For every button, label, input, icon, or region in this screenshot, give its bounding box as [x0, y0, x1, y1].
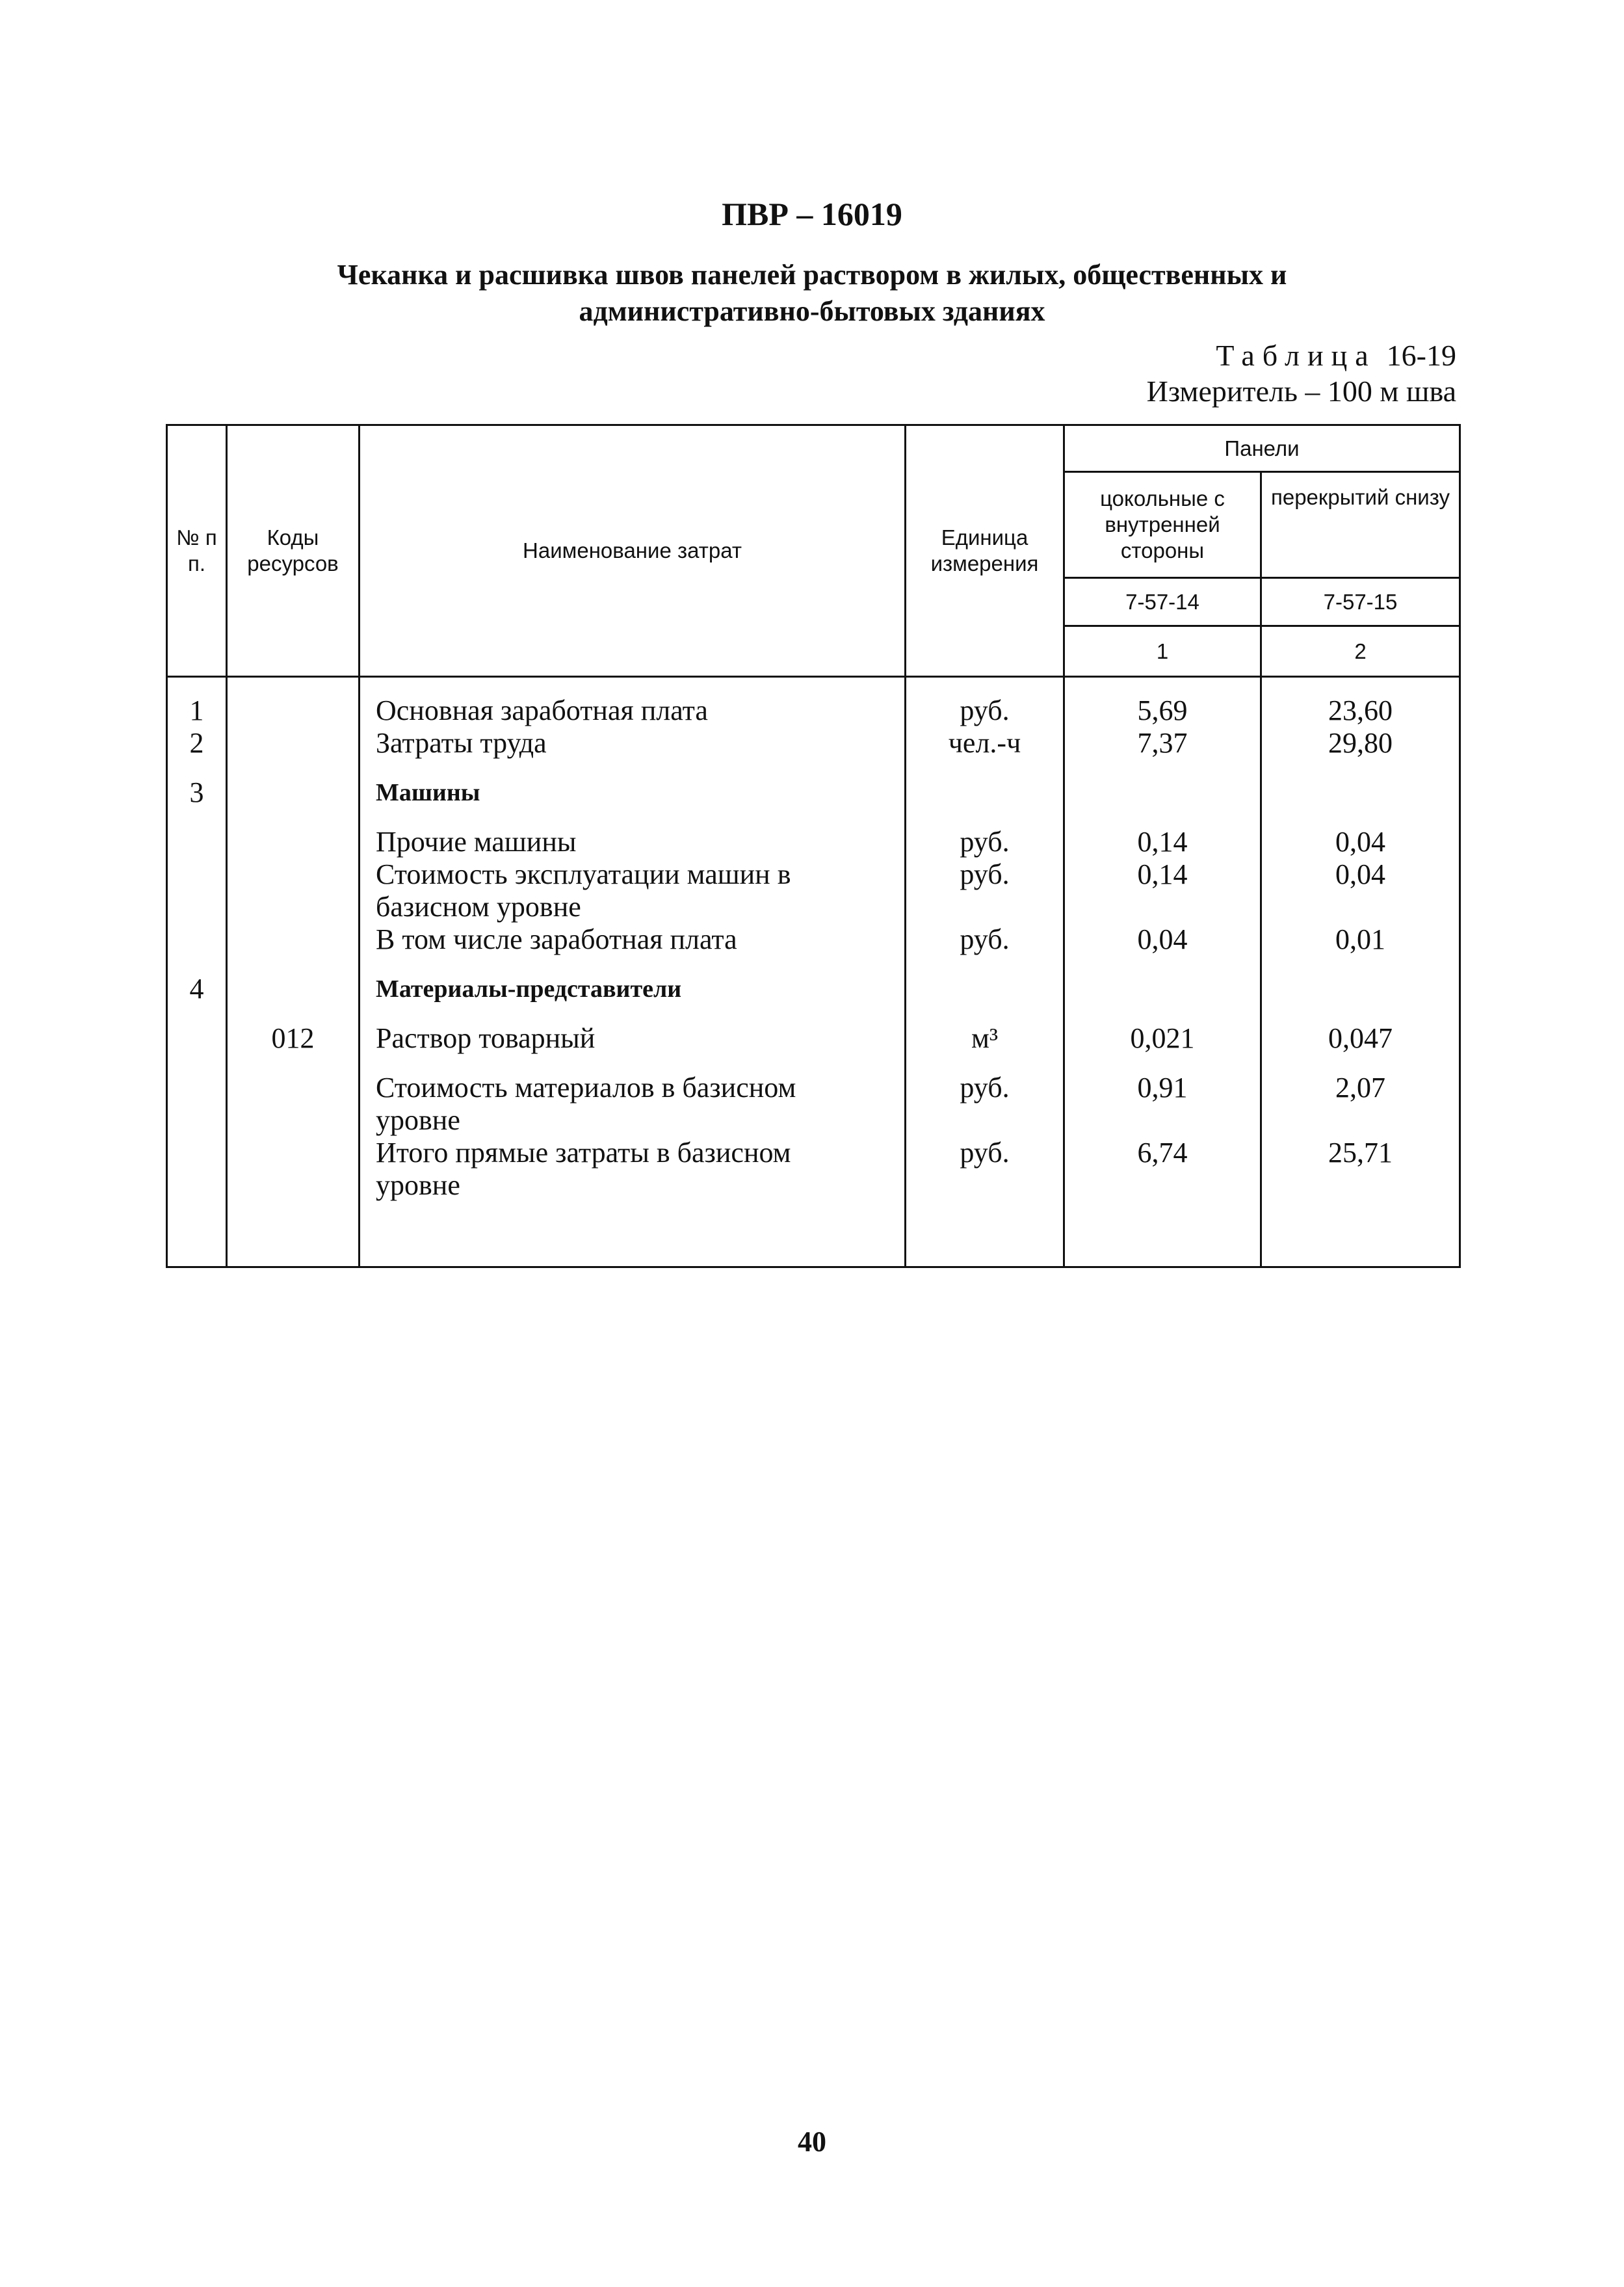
- row-value-1: 0,91: [1064, 1072, 1261, 1137]
- row-unit: руб.: [906, 826, 1064, 858]
- row-value-2: 0,04: [1261, 858, 1460, 923]
- row-value-1: [1064, 776, 1261, 809]
- row-value-1: 0,04: [1064, 923, 1261, 956]
- table-row: [167, 1137, 1460, 1202]
- row-value-1: 0,14: [1064, 826, 1261, 858]
- row-name: Затраты труда: [360, 727, 906, 760]
- page-number: 40: [798, 2126, 826, 2158]
- row-code: [227, 1137, 360, 1202]
- row-num: [167, 923, 227, 956]
- header-group: Панели: [1064, 425, 1460, 472]
- row-code: [227, 1072, 360, 1137]
- row-code: 012: [227, 1022, 360, 1055]
- header-col1-code: 7-57-14: [1064, 578, 1261, 626]
- row-num: [167, 858, 227, 923]
- row-num: 3: [167, 776, 227, 809]
- row-value-1: [1064, 973, 1261, 1005]
- header-unit: Единица измерения: [906, 425, 1064, 677]
- table-row: [167, 1072, 1460, 1137]
- row-value-2: 0,047: [1261, 1022, 1460, 1055]
- header-col2-code: 7-57-15: [1261, 578, 1460, 626]
- row-code: [227, 923, 360, 956]
- table-row: [167, 694, 1460, 727]
- row-value-2: 0,04: [1261, 826, 1460, 858]
- row-value-2: 0,01: [1261, 923, 1460, 956]
- row-value-2: 2,07: [1261, 1072, 1460, 1137]
- row-name: Раствор товарный: [360, 1022, 906, 1055]
- section-title: Материалы-представители: [360, 973, 906, 1005]
- row-value-2: [1261, 776, 1460, 809]
- row-unit: м³: [906, 1022, 1064, 1055]
- table-row: [167, 727, 1460, 760]
- row-num: [167, 1072, 227, 1137]
- row-unit: руб.: [906, 923, 1064, 956]
- row-unit: чел.-ч: [906, 727, 1064, 760]
- row-unit: руб.: [906, 694, 1064, 727]
- row-code: [227, 776, 360, 809]
- row-value-1: 5,69: [1064, 694, 1261, 727]
- row-code: [227, 727, 360, 760]
- table-label: Таблица: [1216, 339, 1376, 372]
- row-name: Основная заработная плата: [360, 694, 906, 727]
- row-value-1: 0,021: [1064, 1022, 1261, 1055]
- row-unit: [906, 776, 1064, 809]
- table-row: [167, 858, 1460, 923]
- row-value-2: 25,71: [1261, 1137, 1460, 1202]
- table-row: [167, 923, 1460, 956]
- row-name: Стоимость эксплуатации машин в базисном уровне: [360, 858, 906, 923]
- row-num: 2: [167, 727, 227, 760]
- row-unit: руб.: [906, 1072, 1064, 1137]
- header-col1-index: 1: [1064, 626, 1261, 677]
- header-codes: Коды ресурсов: [227, 425, 360, 677]
- row-value-1: 6,74: [1064, 1137, 1261, 1202]
- row-unit: руб.: [906, 1137, 1064, 1202]
- measure-unit: Измеритель – 100 м шва: [1146, 375, 1456, 408]
- row-value-2: 23,60: [1261, 694, 1460, 727]
- table-number: 16-19: [1386, 339, 1456, 372]
- row-value-2: [1261, 973, 1460, 1005]
- header-col2-index: 2: [1261, 626, 1460, 677]
- norm-table: [166, 424, 1461, 1268]
- table-number-line: [1216, 338, 1456, 373]
- row-name: Итого прямые затраты в базисном уровне: [360, 1137, 906, 1202]
- row-name: Прочие машины: [360, 826, 906, 858]
- row-code: [227, 973, 360, 1005]
- row-num: [167, 826, 227, 858]
- header-col1-title: цокольные с внутренней стороны: [1064, 472, 1261, 578]
- row-code: [227, 694, 360, 727]
- row-code: [227, 826, 360, 858]
- header-col2-title: перекрытий снизу: [1261, 472, 1460, 578]
- row-name: В том числе заработная плата: [360, 923, 906, 956]
- row-num: 1: [167, 694, 227, 727]
- table-row: [167, 1022, 1460, 1055]
- row-value-1: 7,37: [1064, 727, 1261, 760]
- row-unit: руб.: [906, 858, 1064, 923]
- table-section-row: [167, 776, 1460, 809]
- table-section-row: [167, 973, 1460, 1005]
- section-title: Машины: [360, 776, 906, 809]
- row-code: [227, 858, 360, 923]
- document-title: Чеканка и расшивка швов панелей раствором в жилых, общественных и административно-бытовых зданиях: [337, 259, 1287, 327]
- row-value-1: 0,14: [1064, 858, 1261, 923]
- header-num: № п п.: [167, 425, 227, 677]
- row-num: [167, 1137, 227, 1202]
- row-value-2: 29,80: [1261, 727, 1460, 760]
- document-code: ПВР – 16019: [722, 196, 902, 232]
- row-unit: [906, 973, 1064, 1005]
- row-num: 4: [167, 973, 227, 1005]
- header-name: Наименование затрат: [360, 425, 906, 677]
- row-name: Стоимость материалов в базисном уровне: [360, 1072, 906, 1137]
- table-row: [167, 826, 1460, 858]
- row-num: [167, 1022, 227, 1055]
